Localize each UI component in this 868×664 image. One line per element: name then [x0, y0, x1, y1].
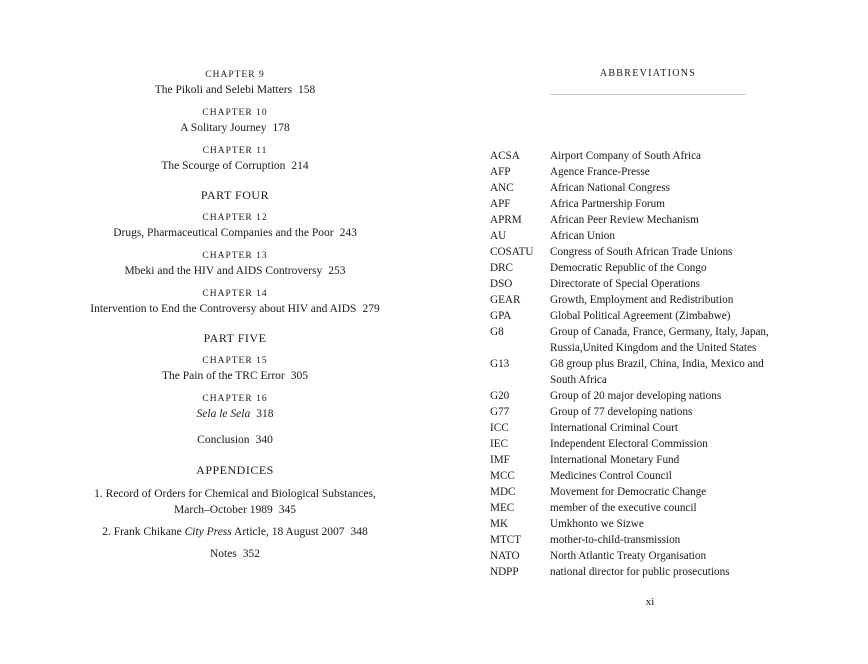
abbreviation-code: G77 — [490, 406, 510, 418]
abbreviation-row — [490, 292, 790, 308]
abbreviation-row — [490, 164, 790, 180]
appendix-entry-1: 1. Record of Orders for Chemical and Biological Substances, March–October 1989 345 — [94, 488, 376, 516]
abbreviation-row — [490, 388, 790, 404]
chapter-label: CHAPTER 10 — [202, 108, 268, 118]
abbreviation-row — [490, 468, 790, 484]
abbreviation-row — [490, 564, 790, 580]
abbreviation-code: ACSA — [490, 150, 520, 162]
abbreviation-row — [490, 180, 790, 196]
abbreviation-code: ANC — [490, 182, 514, 194]
abbreviation-row — [490, 260, 790, 276]
abbreviation-definition: African Peer Review Mechanism — [550, 214, 699, 226]
page-folio: xi — [645, 596, 655, 608]
abbreviation-code: NATO — [490, 550, 520, 562]
abbreviation-row — [490, 484, 790, 500]
toc-entry — [50, 392, 420, 422]
abbreviation-definition: African National Congress — [550, 182, 670, 194]
abbreviation-definition: Group of 20 major developing nations — [550, 390, 722, 402]
abbreviation-definition: African Union — [550, 230, 615, 242]
chapter-label: CHAPTER 14 — [202, 289, 268, 299]
chapter-title: Sela le Sela 318 — [196, 408, 274, 420]
abbreviation-code: IEC — [490, 438, 509, 450]
abbreviation-code: GPA — [490, 310, 512, 322]
abbreviation-definition: Group of 77 developing nations — [550, 406, 693, 418]
chapter-label: CHAPTER 13 — [202, 251, 268, 261]
right-page — [434, 0, 868, 664]
abbreviation-definition: Africa Partnership Forum — [550, 198, 665, 210]
abbreviations-heading: ABBREVIATIONS — [599, 68, 697, 79]
page-number: 305 — [290, 370, 308, 382]
page-number: 352 — [242, 548, 261, 560]
abbreviation-code: COSATU — [490, 246, 534, 258]
page-number: 279 — [362, 303, 380, 315]
chapter-title: The Scourge of Corruption 214 — [161, 160, 309, 172]
appendix-entry-2: 2. Frank Chikane City Press Article, 18 August 2007 348 — [102, 526, 368, 538]
toc-entry — [50, 68, 420, 98]
abbreviation-code: G20 — [490, 390, 510, 402]
abbreviation-definition: national director for public prosecutions — [550, 566, 730, 578]
abbreviation-row — [490, 548, 790, 564]
chapter-label: CHAPTER 15 — [202, 356, 268, 366]
chapter-title: The Pain of the TRC Error 305 — [162, 370, 308, 382]
abbreviation-definition: Umkhonto we Sizwe — [550, 518, 644, 530]
abbreviation-definition: Agence France-Presse — [550, 166, 650, 178]
abbreviation-code: MK — [490, 518, 509, 530]
abbreviation-row — [490, 148, 790, 164]
abbreviation-code: MEC — [490, 502, 515, 514]
abbreviation-definition: Democratic Republic of the Congo — [550, 262, 707, 274]
page-number: 345 — [278, 504, 296, 516]
abbreviation-definition: Independent Electoral Commission — [550, 438, 708, 450]
abbreviation-row — [490, 356, 790, 388]
abbreviation-row — [490, 532, 790, 548]
toc-entry — [50, 144, 420, 174]
abbreviation-definition: Airport Company of South Africa — [550, 150, 702, 162]
abbreviation-code: AU — [490, 230, 507, 242]
abbreviation-row — [490, 500, 790, 516]
page-number: 178 — [272, 122, 290, 134]
chapter-title: The Pikoli and Selebi Matters 158 — [154, 84, 316, 96]
abbreviation-code: DSO — [490, 278, 513, 290]
appendices-heading: APPENDICES — [196, 463, 274, 477]
conclusion-entry: Conclusion 340 — [197, 434, 273, 446]
chapter-label: CHAPTER 12 — [202, 213, 268, 223]
table-of-contents — [50, 68, 420, 568]
chapter-title: Intervention to End the Controversy about HIV and AIDS 279 — [90, 303, 380, 315]
chapter-label: CHAPTER 16 — [202, 394, 268, 404]
abbreviations-list — [490, 148, 790, 580]
part-heading: PART FIVE — [203, 331, 267, 345]
abbreviation-code: G8 — [490, 326, 504, 338]
abbreviation-definition: Movement for Democratic Change — [550, 486, 707, 498]
page-number: 253 — [328, 265, 346, 277]
abbreviation-row — [490, 212, 790, 228]
abbreviation-code: GEAR — [490, 294, 521, 306]
page-number: 243 — [339, 227, 357, 239]
page-number: 318 — [256, 408, 274, 420]
abbreviation-definition: Congress of South African Trade Unions — [550, 246, 733, 258]
abbreviation-definition: Growth, Employment and Redistribution — [550, 294, 734, 306]
toc-entry — [50, 287, 420, 317]
abbreviation-row — [490, 452, 790, 468]
abbreviation-definition: member of the executive council — [550, 502, 697, 514]
abbreviation-code: MTCT — [490, 534, 522, 546]
abbreviation-definition: mother-to-child-transmission — [550, 534, 681, 546]
chapter-title: Drugs, Pharmaceutical Companies and the Poor 243 — [113, 227, 357, 239]
abbreviation-definition: Global Political Agreement (Zimbabwe) — [550, 310, 731, 322]
abbreviation-definition: International Monetary Fund — [550, 454, 680, 466]
abbreviation-code: NDPP — [490, 566, 519, 578]
abbreviation-row — [490, 244, 790, 260]
page-number: 158 — [298, 84, 316, 96]
abbreviation-code: DRC — [490, 262, 514, 274]
abbreviation-row — [490, 228, 790, 244]
abbreviation-row — [490, 324, 790, 356]
page-number: 214 — [291, 160, 309, 172]
abbreviation-definition: Directorate of Special Operations — [550, 278, 701, 290]
abbreviation-code: APRM — [490, 214, 522, 226]
abbreviation-row — [490, 436, 790, 452]
toc-entry — [50, 354, 420, 384]
abbreviation-definition: G8 group plus Brazil, China, India, Mexico and South Africa — [550, 358, 764, 386]
chapter-label: CHAPTER 9 — [205, 70, 265, 80]
page-number: 340 — [255, 434, 273, 446]
notes-entry: Notes 352 — [209, 548, 261, 560]
abbreviation-row — [490, 196, 790, 212]
abbreviation-code: ICC — [490, 422, 509, 434]
toc-entry — [50, 249, 420, 279]
toc-entry — [50, 106, 420, 136]
page-number: 348 — [350, 526, 368, 538]
abbreviation-definition: International Criminal Court — [550, 422, 679, 434]
abbreviation-row — [490, 308, 790, 324]
abbreviation-code: MDC — [490, 486, 516, 498]
abbreviation-definition: North Atlantic Treaty Organisation — [550, 550, 707, 562]
abbreviation-code: MCC — [490, 470, 515, 482]
abbreviation-row — [490, 404, 790, 420]
abbreviation-row — [490, 516, 790, 532]
abbreviation-code: AFP — [490, 166, 511, 178]
abbreviation-definition: Medicines Control Council — [550, 470, 672, 482]
abbreviation-definition: Group of Canada, France, Germany, Italy, Japan, Russia,United Kingdom and the United States — [550, 326, 769, 354]
abbreviation-code: G13 — [490, 358, 510, 370]
toc-entry — [50, 211, 420, 241]
abbreviation-code: APF — [490, 198, 511, 210]
chapter-title: Mbeki and the HIV and AIDS Controversy 253 — [124, 265, 346, 277]
chapter-title: A Solitary Journey 178 — [180, 122, 290, 134]
abbreviation-row — [490, 276, 790, 292]
part-heading: PART FOUR — [200, 188, 270, 202]
abbreviation-row — [490, 420, 790, 436]
chapter-label: CHAPTER 11 — [202, 146, 268, 156]
heading-rule — [550, 94, 746, 95]
abbreviation-code: IMF — [490, 454, 510, 466]
